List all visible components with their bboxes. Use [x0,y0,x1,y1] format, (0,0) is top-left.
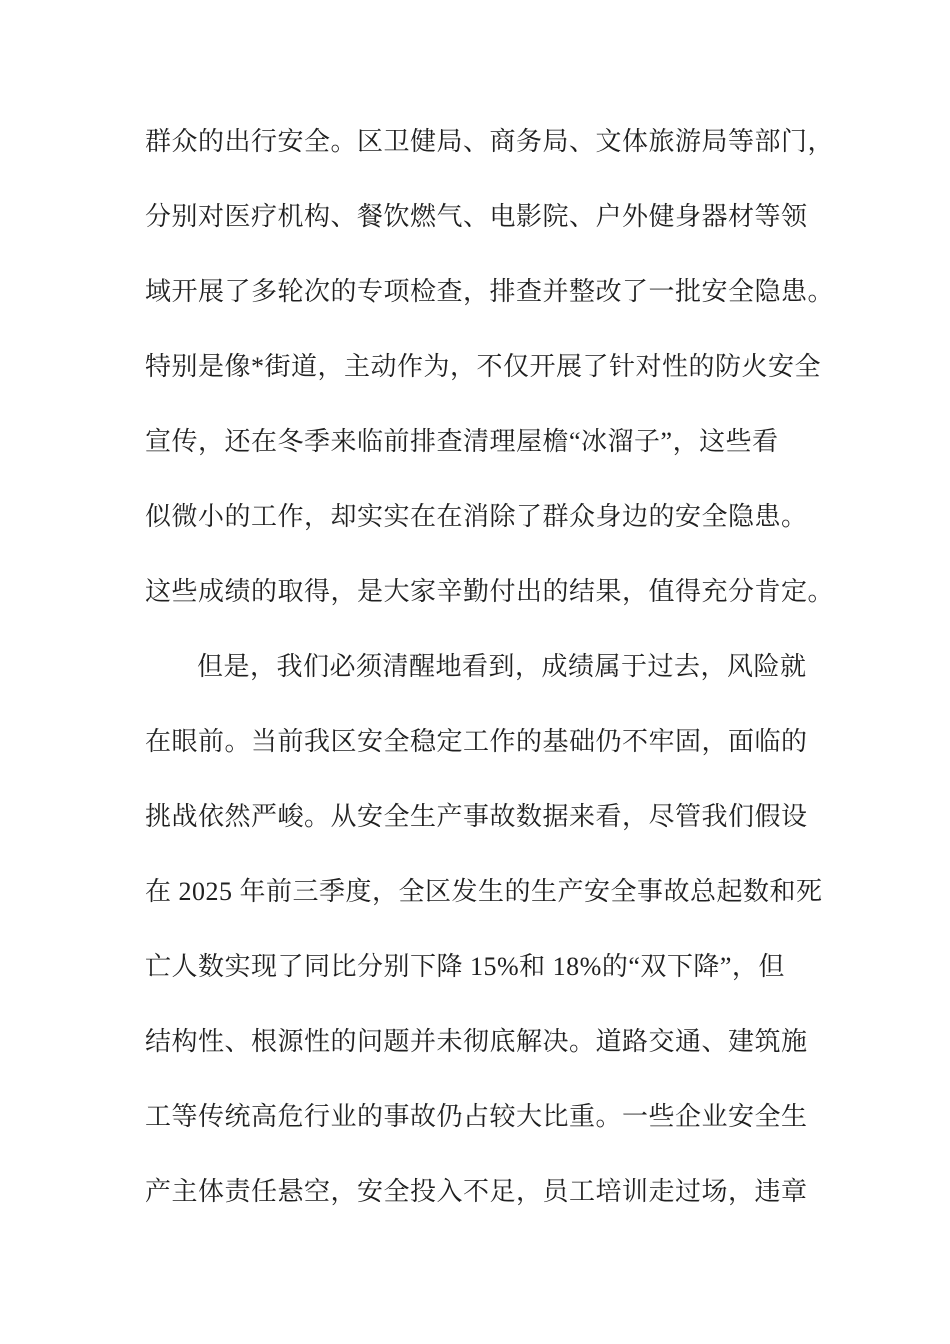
paragraph-continuation [145,104,835,629]
text-line: 似微小的工作，却实实在在消除了群众身边的安全隐患。 [145,502,808,531]
text-line: 群众的出行安全。区卫健局、商务局、文体旅游局等部门， [145,127,835,156]
document-text-block [145,104,835,1229]
text-line: 挑战依然严峻。从安全生产事故数据来看，尽管我们假设 [145,802,808,831]
text-line: 在 2025 年前三季度，全区发生的生产安全事故总起数和死 [145,877,823,906]
text-line: 这些成绩的取得，是大家辛勤付出的结果，值得充分肯定。 [145,577,835,606]
text-line: 宣传，还在冬季来临前排查清理屋檐“冰溜子”，这些看 [145,427,779,456]
text-line: 亡人数实现了同比分别下降 15%和 18%的“双下降”，但 [145,952,785,981]
paragraph-risks [145,629,823,1229]
text-line: 工等传统高危行业的事故仍占较大比重。一些企业安全生 [145,1102,808,1131]
text-line: 在眼前。当前我区安全稳定工作的基础仍不牢固，面临的 [145,727,808,756]
text-line: 分别对医疗机构、餐饮燃气、电影院、户外健身器材等领 [145,202,808,231]
text-line: 特别是像*街道，主动作为，不仅开展了针对性的防火安全 [145,352,822,381]
text-line: 域开展了多轮次的专项检查，排查并整改了一批安全隐患。 [145,277,835,306]
text-line: 结构性、根源性的问题并未彻底解决。道路交通、建筑施 [145,1027,808,1056]
text-line: 产主体责任悬空，安全投入不足，员工培训走过场，违章 [145,1177,808,1206]
text-line: 但是，我们必须清醒地看到，成绩属于过去，风险就 [197,652,807,681]
